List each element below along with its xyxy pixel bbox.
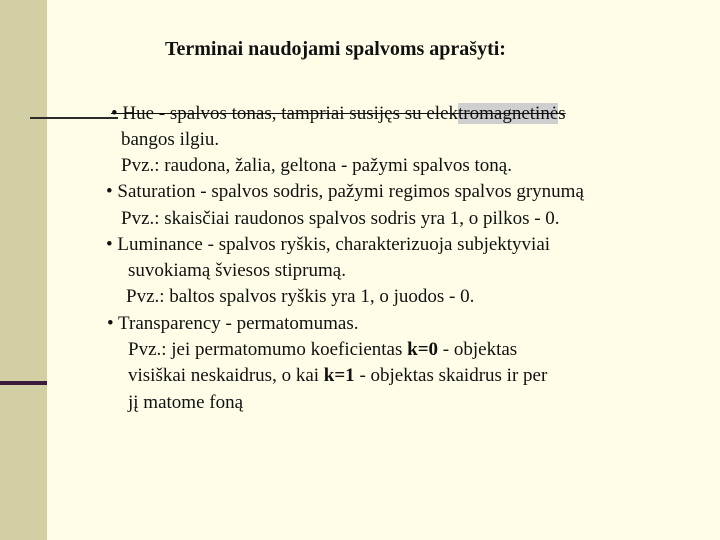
hue-bullet-line bbox=[111, 103, 566, 125]
k-zero: k=0 bbox=[407, 339, 439, 360]
hue-example: Pvz.: raudona, žalia, geltona - pažymi spalvos toną. bbox=[121, 155, 512, 176]
slide-title: Terminai naudojami spalvoms aprašyti: bbox=[165, 38, 506, 60]
transparency-example: Pvz.: jei permatomumo koeficientas k=0 - objektas bbox=[128, 339, 518, 360]
saturation-bullet: • Saturation - spalvos sodris, pažymi regimos spalvos grynumą bbox=[106, 181, 584, 202]
luminance-bullet: • Luminance - spalvos ryškis, charakterizuoja subjektyviai bbox=[106, 234, 551, 255]
k-one: k=1 bbox=[323, 365, 355, 386]
transparency-end: jį matome foną bbox=[128, 392, 244, 413]
side-band-underline bbox=[0, 381, 47, 385]
saturation-example: Pvz.: skaisčiai raudonos spalvos sodris yra 1, o pilkos - 0. bbox=[121, 208, 560, 229]
hue-text: • Hue - spalvos tonas, tampriai susijęs su elek bbox=[111, 103, 459, 124]
divider-line bbox=[30, 117, 118, 119]
luminance-continuation: suvokiamą šviesos stiprumą. bbox=[128, 260, 346, 281]
hue-text-end: s bbox=[558, 103, 566, 124]
side-accent-band bbox=[0, 0, 47, 540]
luminance-example: Pvz.: baltos spalvos ryškis yra 1, o juodos - 0. bbox=[126, 286, 475, 307]
highlighted-text: tromagnetinė bbox=[458, 103, 559, 124]
transparency-bullet: • Transparency - permatomumas. bbox=[107, 313, 359, 334]
transparency-continuation: visiškai neskaidrus, o kai k=1 - objektas skaidrus ir per bbox=[128, 365, 548, 386]
hue-continuation: bangos ilgiu. bbox=[121, 129, 220, 150]
